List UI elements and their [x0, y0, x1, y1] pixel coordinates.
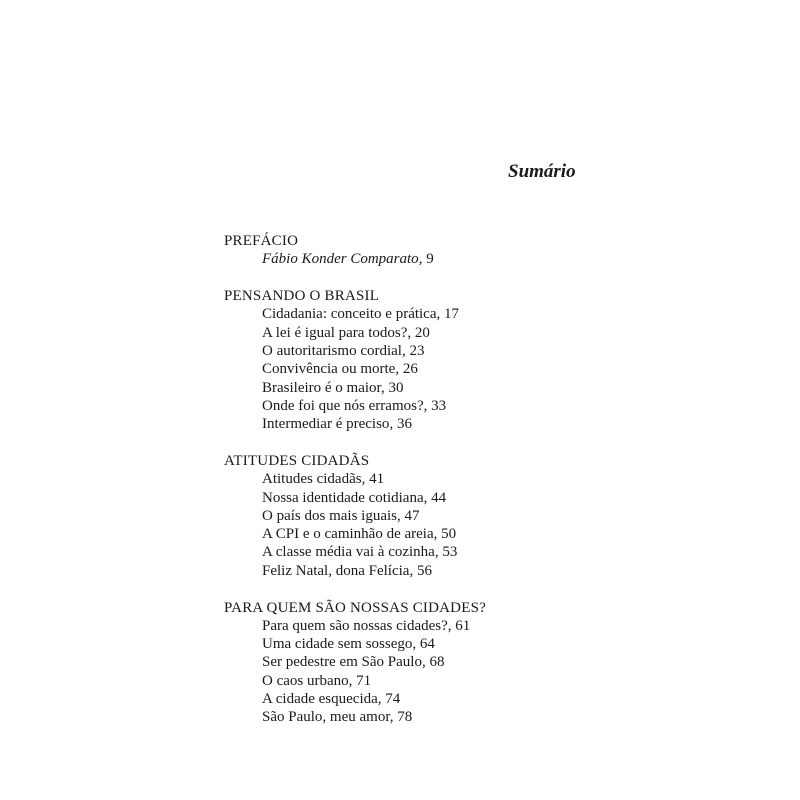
toc-entry: A CPI e o caminhão de areia, 50: [262, 526, 457, 543]
toc-entry: Convivência ou morte, 26: [262, 361, 418, 378]
toc-entry: Fábio Konder Comparato, 9: [262, 251, 434, 268]
toc-entry-list: [224, 470, 784, 580]
entry-page-number: 44: [431, 489, 447, 506]
entry-page-number: 20: [414, 324, 430, 341]
entry-page-number: 78: [397, 709, 413, 726]
entry-title: O país dos mais iguais: [262, 507, 397, 524]
entry-title: Feliz Natal, dona Felícia: [262, 562, 410, 579]
section-heading: PREFÁCIO: [224, 233, 299, 249]
entry-title: Fábio Konder Comparato: [262, 251, 419, 268]
toc-section: [224, 599, 784, 727]
entry-title: Intermediar é preciso: [262, 416, 390, 433]
entry-page-number: 56: [416, 562, 432, 579]
page-title: Sumário: [508, 161, 576, 182]
table-of-contents: [224, 232, 784, 745]
entry-title: Nossa identidade cotidiana: [262, 489, 424, 506]
entry-title: Cidadania: conceito e prática: [262, 306, 437, 323]
toc-entry: São Paulo, meu amor, 78: [262, 709, 413, 726]
toc-entry: Atitudes cidadãs, 41: [262, 471, 385, 488]
toc-entry: O país dos mais iguais, 47: [262, 507, 420, 524]
toc-entry: A cidade esquecida, 74: [262, 691, 401, 708]
toc-entry: Cidadania: conceito e prática, 17: [262, 306, 459, 323]
toc-entry: A lei é igual para todos?, 20: [262, 324, 430, 341]
entry-title: Uma cidade sem sossego: [262, 636, 413, 653]
toc-entry: Intermediar é preciso, 36: [262, 416, 412, 433]
toc-entry: Brasileiro é o maior, 30: [262, 379, 404, 396]
toc-entry: Uma cidade sem sossego, 64: [262, 636, 435, 653]
toc-entry: O autoritarismo cordial, 23: [262, 342, 425, 359]
toc-entry: O caos urbano, 71: [262, 672, 372, 689]
entry-page-number: 74: [385, 691, 401, 708]
entry-title: O caos urbano: [262, 672, 349, 689]
toc-entry: Ser pedestre em São Paulo, 68: [262, 654, 445, 671]
entry-page-number: 47: [404, 507, 420, 524]
entry-title: Atitudes cidadãs: [262, 471, 362, 488]
toc-section: [224, 452, 784, 580]
toc-section: [224, 232, 784, 269]
entry-page-number: 30: [388, 379, 404, 396]
toc-entry-list: [224, 305, 784, 433]
entry-page-number: 50: [441, 526, 457, 543]
entry-page-number: 26: [402, 361, 418, 378]
entry-page-number: 41: [369, 471, 385, 488]
entry-title: Convivência ou morte: [262, 361, 396, 378]
entry-page-number: 71: [356, 672, 372, 689]
entry-title: A classe média vai à cozinha: [262, 544, 435, 561]
entry-page-number: 61: [455, 617, 471, 634]
entry-title: Onde foi que nós erramos?: [262, 397, 424, 414]
entry-title: A cidade esquecida: [262, 691, 378, 708]
entry-page-number: 64: [419, 636, 435, 653]
entry-page-number: 33: [431, 397, 447, 414]
entry-title: Ser pedestre em São Paulo: [262, 654, 422, 671]
entry-page-number: 36: [396, 416, 412, 433]
entry-title: Para quem são nossas cidades?: [262, 617, 448, 634]
entry-page-number: 23: [409, 342, 425, 359]
entry-title: São Paulo, meu amor: [262, 709, 390, 726]
toc-entry: Feliz Natal, dona Felícia, 56: [262, 562, 432, 579]
toc-entry: A classe média vai à cozinha, 53: [262, 544, 458, 561]
entry-title: O autoritarismo cordial: [262, 342, 402, 359]
section-heading: ATITUDES CIDADÃS: [224, 452, 370, 469]
section-heading: PARA QUEM SÃO NOSSAS CIDADES?: [224, 599, 486, 616]
entry-page-number: 68: [429, 654, 445, 671]
toc-entry-list: [224, 250, 784, 268]
toc-section: [224, 287, 784, 433]
toc-entry-list: [224, 617, 784, 727]
entry-title: Brasileiro é o maior: [262, 379, 381, 396]
toc-entry: Onde foi que nós erramos?, 33: [262, 397, 447, 414]
entry-title: A CPI e o caminhão de areia: [262, 526, 434, 543]
entry-page-number: 53: [442, 544, 458, 561]
entry-page-number: 9: [426, 251, 434, 268]
section-heading: PENSANDO O BRASIL: [224, 288, 380, 305]
toc-entry: Nossa identidade cotidiana, 44: [262, 489, 447, 506]
entry-page-number: 17: [444, 306, 459, 323]
toc-entry: Para quem são nossas cidades?, 61: [262, 617, 471, 634]
entry-title: A lei é igual para todos?: [262, 324, 408, 341]
